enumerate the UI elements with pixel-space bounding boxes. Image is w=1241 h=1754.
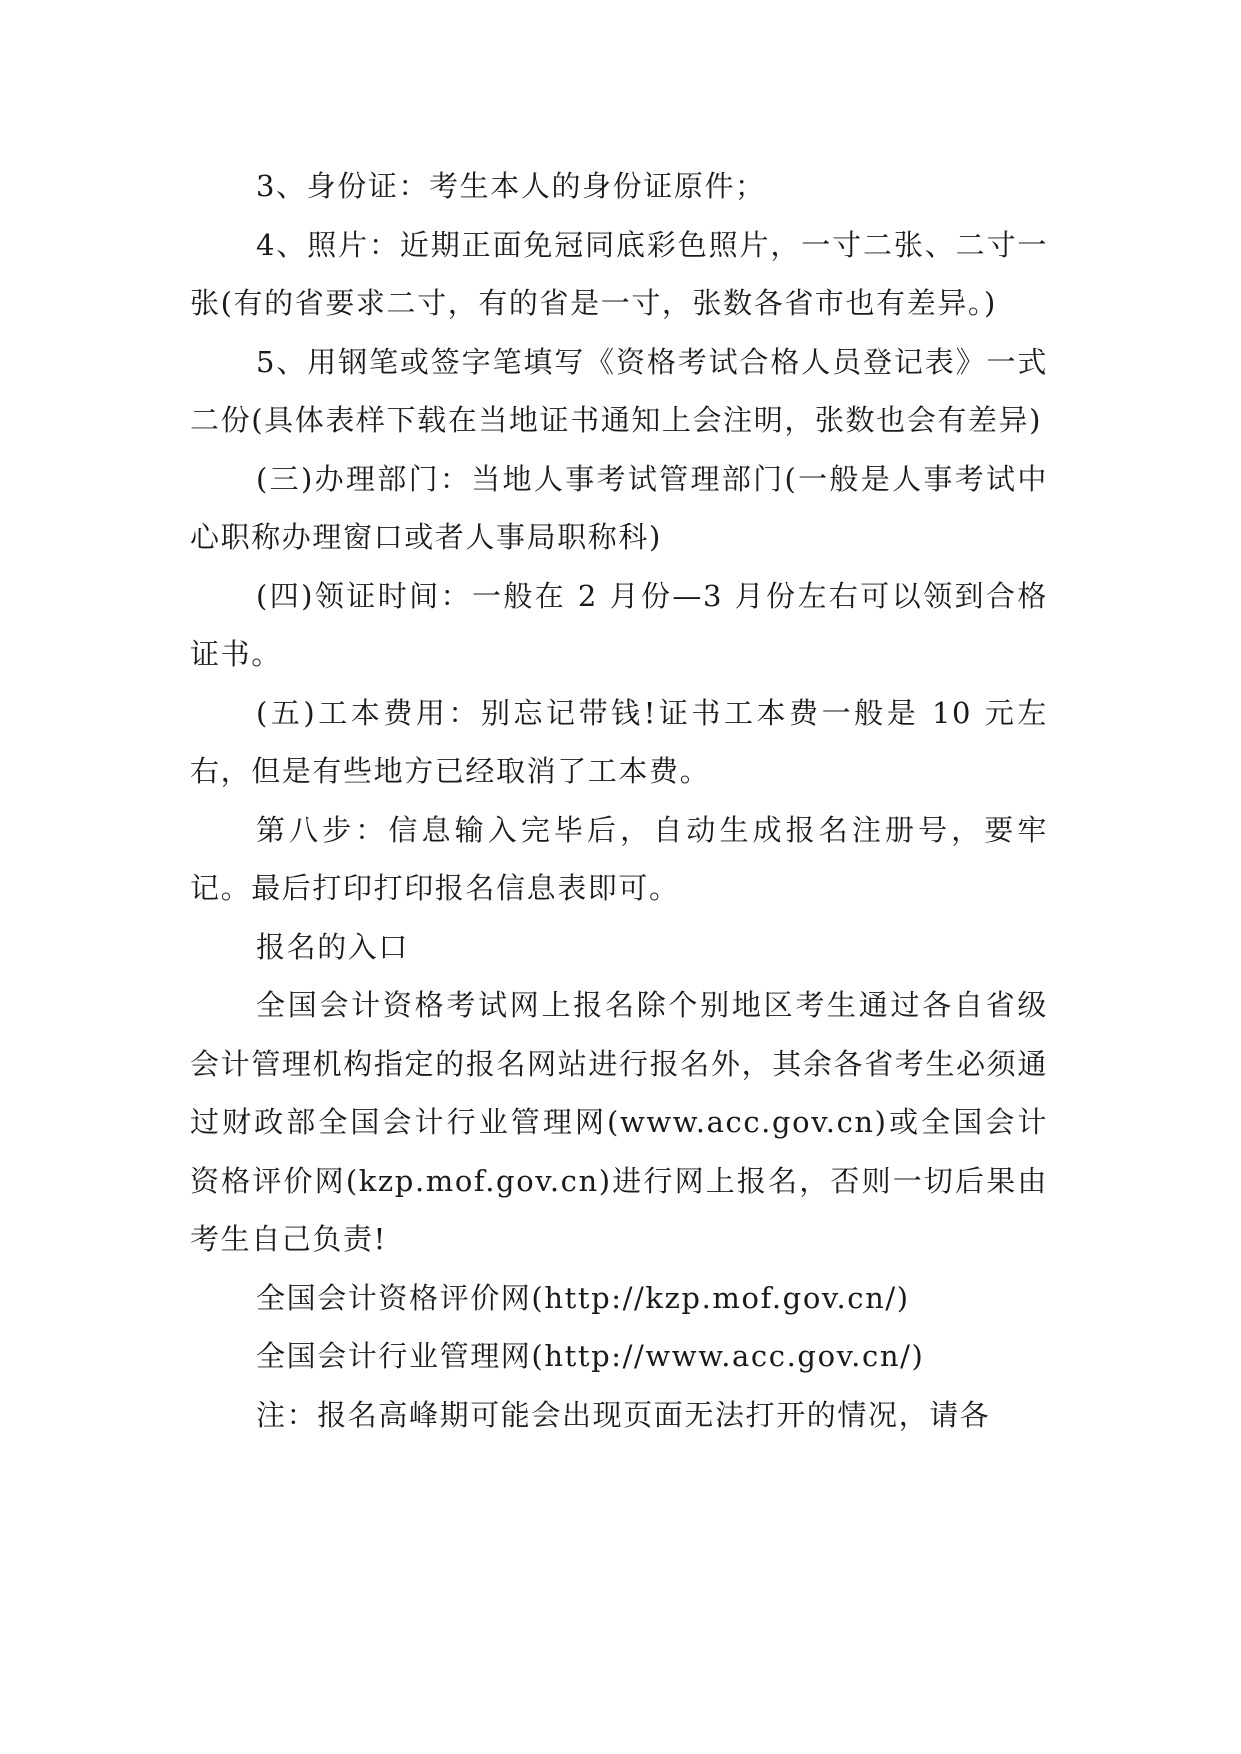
paragraph-registration-form: 5、用钢笔或签字笔填写《资格考试合格人员登记表》一式二份(具体表样下载在当地证书通知上会注明，张数也会有差异) [190,344,1048,437]
paragraph-id-card: 3、身份证：考生本人的身份证原件； [256,169,766,203]
paragraph-fee: (五)工本费用：别忘记带钱!证书工本费一般是 10 元左右，但是有些地方已经取消了工本费。 [190,695,1048,788]
paragraph-photo: 4、照片：近期正面免冠同底彩色照片，一寸二张、二寸一张(有的省要求二寸，有的省是一寸，张数各省市也有差异。) [190,227,1048,320]
paragraph-step-eight: 第八步：信息输入完毕后，自动生成报名注册号，要牢记。最后打印打印报名信息表即可。 [190,812,1048,905]
document-body [190,157,1048,1444]
paragraph-collection-time: (四)领证时间：一般在 2 月份—3 月份左右可以领到合格证书。 [190,578,1048,671]
paragraph-online-registration: 全国会计资格考试网上报名除个别地区考生通过各自省级会计管理机构指定的报名网站进行报名外，其余各省考生必须通过财政部全国会计行业管理网(www.acc.gov.cn)或全国会计资格评价网(kzp.mof.gov.cn)进行网上报名，否则一切后果由考生自己负责! [190,988,1048,1256]
section-heading-registration-entry: 报名的入口 [256,929,410,964]
link-kzp-website: 全国会计资格评价网(http://kzp.mof.gov.cn/) [256,1280,910,1315]
paragraph-note: 注：报名高峰期可能会出现页面无法打开的情况，请各 [256,1397,991,1432]
paragraph-office: (三)办理部门：当地人事考试管理部门(一般是人事考试中心职称办理窗口或者人事局职称科) [190,461,1048,554]
link-acc-website: 全国会计行业管理网(http://www.acc.gov.cn/) [256,1339,925,1373]
